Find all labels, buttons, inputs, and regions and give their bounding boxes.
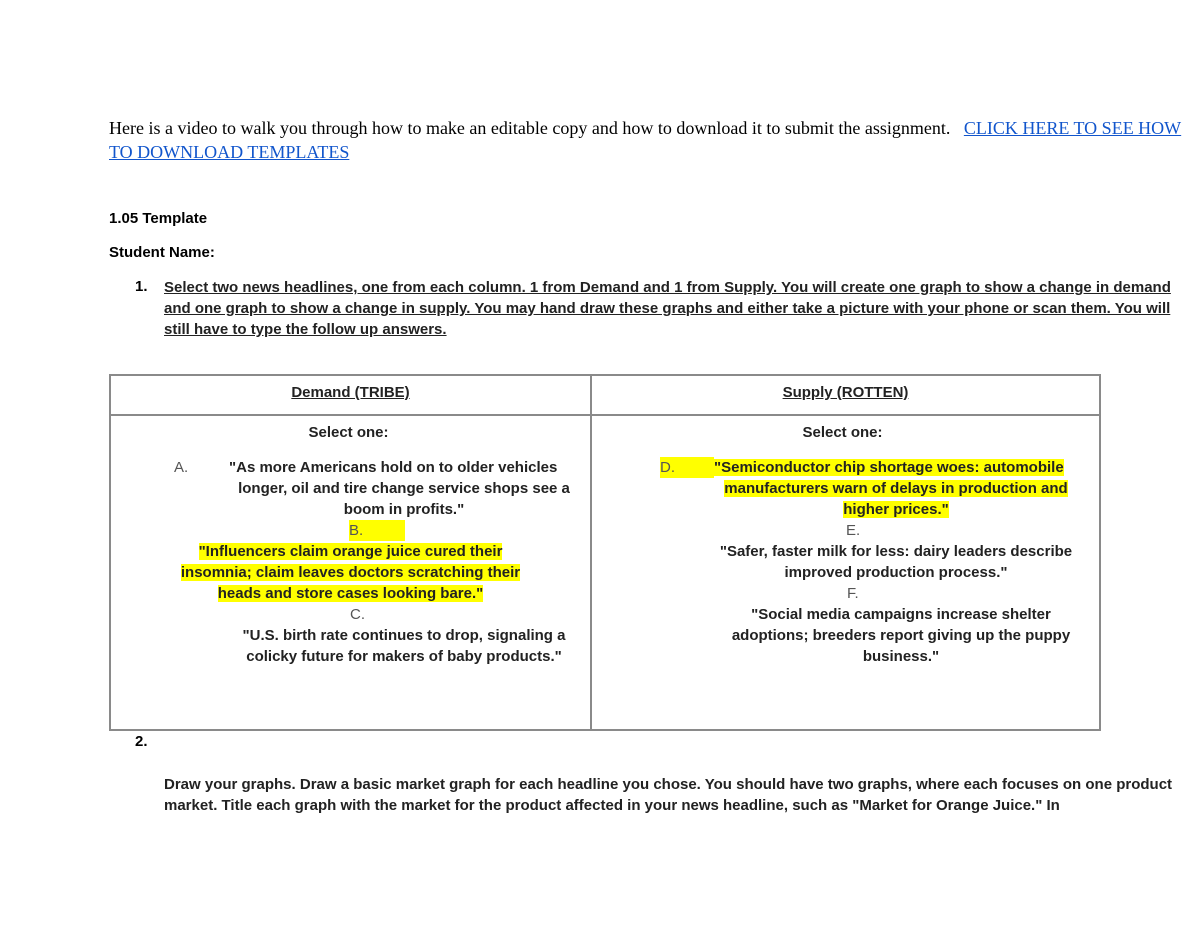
supply-option-f-line2: adoptions; breeders report giving up the puppy [731, 627, 1071, 644]
demand-option-a-line2: longer, oil and tire change service shops see a [238, 480, 570, 497]
question-2-text: Draw your graphs. Draw a basic market graph for each headline you chose. You should have two graphs, where each focuses on one product market. Title each graph with the market for the product affected in your news headline, such as "Market for Orange Juice." In [164, 776, 1173, 814]
intro-paragraph [109, 116, 1194, 164]
download-templates-link[interactable]: CLICK HERE TO SEE HOW TO DOWNLOAD TEMPLATES [109, 118, 1182, 162]
supply-column-header: Supply (ROTTEN) [782, 384, 909, 401]
demand-option-b-line2: insomnia; claim leaves doctors scratching their [180, 564, 521, 581]
table-header-divider [111, 414, 1099, 416]
demand-select-one: Select one: [308, 424, 389, 441]
intro-text: Here is a video to walk you through how to make an editable copy and how to download it to submit the assignment. [109, 118, 951, 138]
demand-column-header: Demand (TRIBE) [291, 384, 410, 401]
question-2-number: 2. [135, 733, 148, 750]
demand-option-c-letter: C. [350, 606, 365, 623]
demand-option-b-line3: heads and store cases looking bare." [217, 585, 484, 602]
supply-option-e-line1: "Safer, faster milk for less: dairy leaders describe [719, 543, 1073, 560]
supply-option-d-line1: "Semiconductor chip shortage woes: automobile [714, 459, 1064, 476]
supply-option-f-line3: business." [862, 648, 940, 665]
supply-option-e-line2: improved production process." [784, 564, 1008, 581]
supply-option-e-letter: E. [846, 522, 861, 539]
demand-option-c-line1: "U.S. birth rate continues to drop, signaling a [242, 627, 566, 644]
template-title: 1.05 Template [109, 210, 208, 227]
demand-option-b-line1: "Influencers claim orange juice cured their [198, 543, 503, 560]
demand-option-c-line2: colicky future for makers of baby products." [246, 648, 562, 665]
supply-option-d-letter: D. [660, 457, 714, 478]
demand-option-b-letter: B. [349, 520, 405, 541]
supply-option-f-letter: F. [847, 585, 859, 602]
supply-option-f-line1: "Social media campaigns increase shelter [751, 606, 1051, 623]
headline-table [109, 374, 1101, 731]
demand-option-a-line3: boom in profits." [343, 501, 465, 518]
supply-option-d-line3: higher prices." [843, 501, 949, 518]
question-1-number: 1. [135, 278, 148, 295]
question-1-text: Select two news headlines, one from each column. 1 from Demand and 1 from Supply. You will create one graph to show a change in demand and one graph to show a change in supply. You may hand draw these graphs and either take a picture with your phone or scan them. You will still have to type the follow up answers. [164, 279, 1171, 338]
supply-option-d-line2: manufacturers warn of delays in production and [724, 480, 1068, 497]
supply-select-one: Select one: [802, 424, 883, 441]
demand-option-a-letter: A. [174, 459, 189, 476]
student-name-label: Student Name: [109, 244, 215, 261]
demand-option-a-line1: "As more Americans hold on to older vehicles [229, 459, 558, 476]
